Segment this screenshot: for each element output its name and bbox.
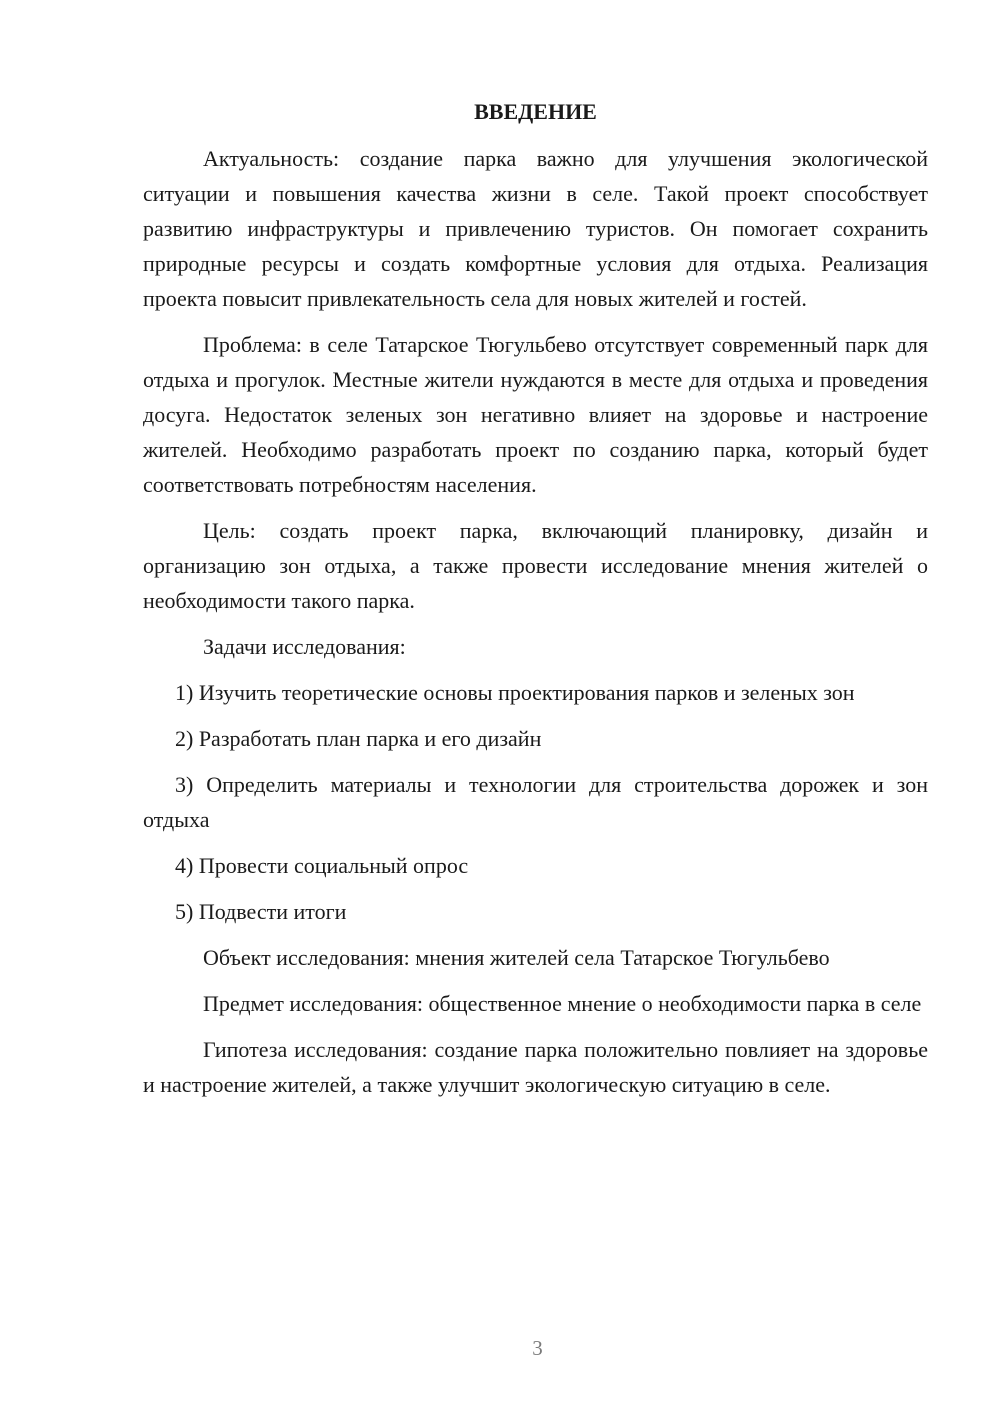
task-item-5: 5) Подвести итоги <box>175 899 347 924</box>
task-item-1: 1) Изучить теоретические основы проектирования парков и зеленых зон <box>175 680 855 705</box>
task-item-2: 2) Разработать план парка и его дизайн <box>175 726 542 751</box>
task-item-4: 4) Провести социальный опрос <box>175 853 469 878</box>
page-content <box>143 94 928 1113</box>
problem-paragraph: Проблема: в селе Татарское Тюгульбево отсутствует современный парк для отдыха и прогулок. Местные жители нуждаются в месте для отдыха и проведения досуга. Недостаток зеленых зон негативно влияет на здоровье и настроение жителей. Необходимо разработать проект по созданию парка, который будет соответствовать потребностям населения. <box>143 332 928 497</box>
tasks-title: Задачи исследования: <box>203 634 406 659</box>
heading-wrapper <box>143 94 928 129</box>
page-number: 3 <box>532 1336 543 1360</box>
task-item-3: 3) Определить материалы и технологии для строительства дорожек и зон отдыха <box>143 772 928 832</box>
page-title: ВВЕДЕНИЕ <box>474 99 597 124</box>
hypothesis-paragraph: Гипотеза исследования: создание парка положительно повлияет на здоровье и настроение жителей, а также улучшит экологическую ситуацию в селе. <box>143 1037 928 1097</box>
goal-paragraph: Цель: создать проект парка, включающий планировку, дизайн и организацию зон отдыха, а также провести исследование мнения жителей о необходимости такого парка. <box>143 518 928 613</box>
subject-paragraph: Предмет исследования: общественное мнение о необходимости парка в селе <box>203 991 922 1016</box>
object-paragraph: Объект исследования: мнения жителей села Татарское Тюгульбево <box>203 945 830 970</box>
relevance-paragraph: Актуальность: создание парка важно для улучшения экологической ситуации и повышения качества жизни в селе. Такой проект способствует развитию инфраструктуры и привлечению туристов. Он помогает сохранить природные ресурсы и создать комфортные условия для отдыха. Реализация проекта повысит привлекательность села для новых жителей и гостей. <box>143 146 928 311</box>
